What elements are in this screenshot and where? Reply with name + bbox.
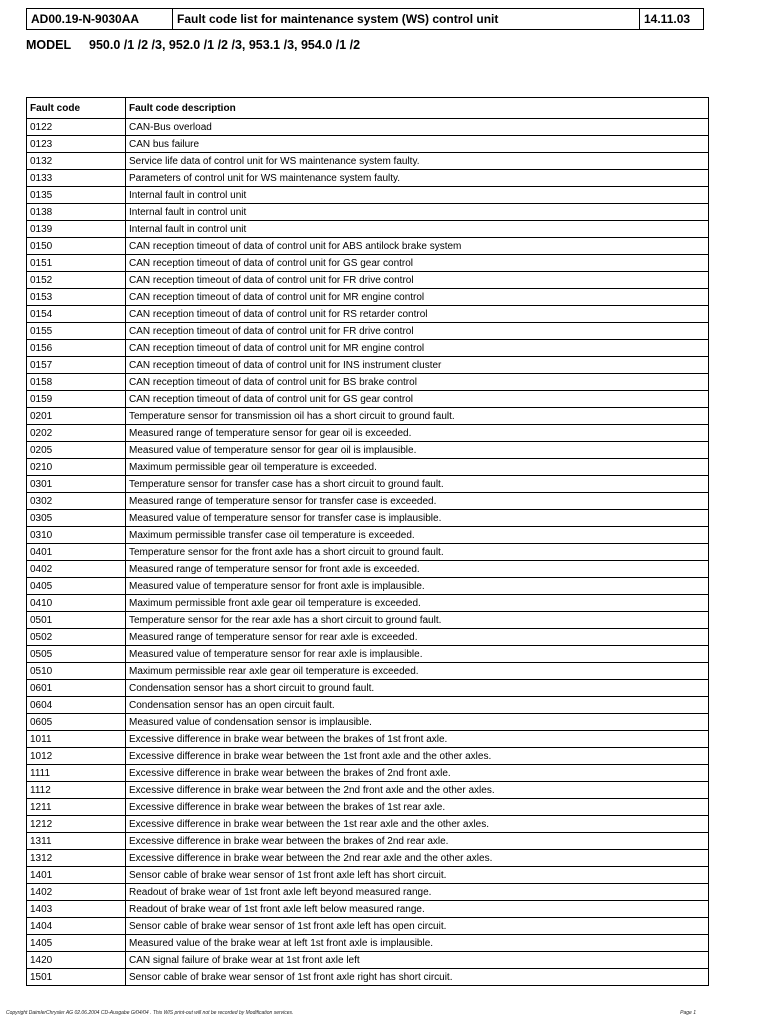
table-row <box>27 238 709 255</box>
table-row <box>27 119 709 136</box>
model-line <box>26 38 360 52</box>
fault-description-cell: CAN signal failure of brake wear at 1st front axle left <box>126 952 709 969</box>
fault-code-cell: 0502 <box>27 629 126 646</box>
fault-description-cell: CAN reception timeout of data of control unit for FR drive control <box>126 272 709 289</box>
table-row <box>27 714 709 731</box>
fault-code-cell: 1312 <box>27 850 126 867</box>
table-row <box>27 918 709 935</box>
fault-description-cell: Measured value of temperature sensor for front axle is implausible. <box>126 578 709 595</box>
table-row <box>27 306 709 323</box>
fault-code-cell: 0604 <box>27 697 126 714</box>
fault-code-cell: 1420 <box>27 952 126 969</box>
fault-code-cell: 0138 <box>27 204 126 221</box>
table-row <box>27 799 709 816</box>
fault-code-cell: 0405 <box>27 578 126 595</box>
fault-description-cell: Maximum permissible rear axle gear oil temperature is exceeded. <box>126 663 709 680</box>
fault-description-cell: Temperature sensor for the rear axle has a short circuit to ground fault. <box>126 612 709 629</box>
table-row <box>27 374 709 391</box>
fault-description-cell: Sensor cable of brake wear sensor of 1st front axle right has short circuit. <box>126 969 709 986</box>
fault-description-cell: Service life data of control unit for WS maintenance system faulty. <box>126 153 709 170</box>
fault-description-cell: Measured value of temperature sensor for gear oil is implausible. <box>126 442 709 459</box>
fault-description-cell: Measured value of condensation sensor is implausible. <box>126 714 709 731</box>
fault-code-cell: 0135 <box>27 187 126 204</box>
fault-code-cell: 0139 <box>27 221 126 238</box>
table-row <box>27 561 709 578</box>
fault-description-cell: CAN reception timeout of data of control unit for GS gear control <box>126 391 709 408</box>
fault-code-cell: 0505 <box>27 646 126 663</box>
table-row <box>27 204 709 221</box>
fault-code-cell: 0601 <box>27 680 126 697</box>
fault-code-cell: 0205 <box>27 442 126 459</box>
fault-code-cell: 0410 <box>27 595 126 612</box>
table-row <box>27 697 709 714</box>
fault-description-cell: Excessive difference in brake wear between the 2nd front axle and the other axles. <box>126 782 709 799</box>
table-row <box>27 782 709 799</box>
table-row <box>27 969 709 986</box>
fault-code-cell: 0156 <box>27 340 126 357</box>
fault-description-cell: Measured value of the brake wear at left 1st front axle is implausible. <box>126 935 709 952</box>
fault-code-cell: 0153 <box>27 289 126 306</box>
column-header-description: Fault code description <box>126 98 709 119</box>
fault-code-cell: 0501 <box>27 612 126 629</box>
table-row <box>27 493 709 510</box>
table-row <box>27 901 709 918</box>
table-row <box>27 663 709 680</box>
fault-code-cell: 0510 <box>27 663 126 680</box>
table-row <box>27 680 709 697</box>
fault-code-cell: 1112 <box>27 782 126 799</box>
fault-code-cell: 0201 <box>27 408 126 425</box>
fault-description-cell: Excessive difference in brake wear between the 1st rear axle and the other axles. <box>126 816 709 833</box>
fault-description-cell: Condensation sensor has a short circuit to ground fault. <box>126 680 709 697</box>
table-row <box>27 391 709 408</box>
fault-description-cell: Internal fault in control unit <box>126 187 709 204</box>
fault-code-cell: 1011 <box>27 731 126 748</box>
fault-code-cell: 1111 <box>27 765 126 782</box>
table-row <box>27 459 709 476</box>
fault-description-cell: CAN-Bus overload <box>126 119 709 136</box>
table-row <box>27 187 709 204</box>
fault-code-cell: 1403 <box>27 901 126 918</box>
fault-code-cell: 0605 <box>27 714 126 731</box>
fault-code-cell: 1401 <box>27 867 126 884</box>
fault-description-cell: Parameters of control unit for WS maintenance system faulty. <box>126 170 709 187</box>
fault-code-cell: 0152 <box>27 272 126 289</box>
model-value: 950.0 /1 /2 /3, 952.0 /1 /2 /3, 953.1 /3, 954.0 /1 /2 <box>89 38 361 52</box>
table-row <box>27 221 709 238</box>
fault-description-cell: Condensation sensor has an open circuit fault. <box>126 697 709 714</box>
fault-description-cell: Maximum permissible transfer case oil temperature is exceeded. <box>126 527 709 544</box>
fault-description-cell: Temperature sensor for the front axle has a short circuit to ground fault. <box>126 544 709 561</box>
table-row <box>27 765 709 782</box>
fault-code-cell: 0210 <box>27 459 126 476</box>
fault-description-cell: Measured range of temperature sensor for transfer case is exceeded. <box>126 493 709 510</box>
fault-description-cell: Maximum permissible gear oil temperature is exceeded. <box>126 459 709 476</box>
table-row <box>27 289 709 306</box>
fault-description-cell: Measured range of temperature sensor for gear oil is exceeded. <box>126 425 709 442</box>
fault-code-cell: 0310 <box>27 527 126 544</box>
fault-description-cell: CAN reception timeout of data of control unit for MR engine control <box>126 289 709 306</box>
fault-description-cell: CAN reception timeout of data of control unit for ABS antilock brake system <box>126 238 709 255</box>
fault-code-cell: 0151 <box>27 255 126 272</box>
table-row <box>27 867 709 884</box>
fault-code-cell: 0401 <box>27 544 126 561</box>
fault-description-cell: CAN reception timeout of data of control unit for INS instrument cluster <box>126 357 709 374</box>
fault-code-cell: 1212 <box>27 816 126 833</box>
fault-code-cell: 0154 <box>27 306 126 323</box>
table-row <box>27 731 709 748</box>
fault-code-cell: 0402 <box>27 561 126 578</box>
fault-code-cell: 0202 <box>27 425 126 442</box>
fault-code-cell: 0133 <box>27 170 126 187</box>
fault-description-cell: Excessive difference in brake wear between the brakes of 1st rear axle. <box>126 799 709 816</box>
table-row <box>27 442 709 459</box>
table-row <box>27 833 709 850</box>
fault-description-cell: CAN reception timeout of data of control unit for FR drive control <box>126 323 709 340</box>
fault-description-cell: Sensor cable of brake wear sensor of 1st front axle left has short circuit. <box>126 867 709 884</box>
fault-description-cell: Excessive difference in brake wear between the brakes of 1st front axle. <box>126 731 709 748</box>
table-row <box>27 510 709 527</box>
table-row <box>27 850 709 867</box>
fault-code-cell: 0159 <box>27 391 126 408</box>
fault-code-cell: 0150 <box>27 238 126 255</box>
table-row <box>27 408 709 425</box>
table-row <box>27 595 709 612</box>
fault-description-cell: Maximum permissible front axle gear oil temperature is exceeded. <box>126 595 709 612</box>
table-row <box>27 935 709 952</box>
fault-description-cell: CAN reception timeout of data of control unit for BS brake control <box>126 374 709 391</box>
table-row <box>27 952 709 969</box>
fault-description-cell: Measured value of temperature sensor for transfer case is implausible. <box>126 510 709 527</box>
fault-description-cell: CAN reception timeout of data of control unit for MR engine control <box>126 340 709 357</box>
fault-code-cell: 1311 <box>27 833 126 850</box>
table-row <box>27 884 709 901</box>
fault-description-cell: Internal fault in control unit <box>126 204 709 221</box>
document-id: AD00.19-N-9030AA <box>27 9 173 30</box>
fault-code-cell: 0123 <box>27 136 126 153</box>
fault-code-cell: 1405 <box>27 935 126 952</box>
table-row <box>27 357 709 374</box>
fault-code-cell: 1501 <box>27 969 126 986</box>
fault-code-cell: 0158 <box>27 374 126 391</box>
fault-description-cell: Excessive difference in brake wear between the 2nd rear axle and the other axles. <box>126 850 709 867</box>
fault-code-cell: 1211 <box>27 799 126 816</box>
document-title: Fault code list for maintenance system (WS) control unit <box>173 9 640 30</box>
fault-code-cell: 1012 <box>27 748 126 765</box>
fault-description-cell: Excessive difference in brake wear between the 1st front axle and the other axles. <box>126 748 709 765</box>
fault-code-cell: 0305 <box>27 510 126 527</box>
fault-description-cell: Excessive difference in brake wear between the brakes of 2nd front axle. <box>126 765 709 782</box>
table-row <box>27 748 709 765</box>
table-row <box>27 476 709 493</box>
table-row <box>27 323 709 340</box>
fault-description-cell: Excessive difference in brake wear between the brakes of 2nd rear axle. <box>126 833 709 850</box>
document-date: 14.11.03 <box>640 9 704 30</box>
table-row <box>27 340 709 357</box>
footer-copyright: Copyright DaimlerChrysler AG 02.06.2004 CD-Ausgabe G/04/04 . This WIS print-out will not be recorded by Modification services. <box>6 1010 294 1016</box>
fault-code-cell: 1404 <box>27 918 126 935</box>
fault-description-cell: Sensor cable of brake wear sensor of 1st front axle left has open circuit. <box>126 918 709 935</box>
table-row <box>27 816 709 833</box>
fault-code-cell: 0302 <box>27 493 126 510</box>
fault-description-cell: CAN bus failure <box>126 136 709 153</box>
table-row <box>27 170 709 187</box>
fault-description-cell: Measured range of temperature sensor for front axle is exceeded. <box>126 561 709 578</box>
table-row <box>27 612 709 629</box>
fault-code-cell: 0301 <box>27 476 126 493</box>
fault-code-cell: 0132 <box>27 153 126 170</box>
fault-description-cell: CAN reception timeout of data of control unit for RS retarder control <box>126 306 709 323</box>
table-row <box>27 527 709 544</box>
fault-code-table <box>26 97 709 986</box>
table-row <box>27 578 709 595</box>
table-row <box>27 425 709 442</box>
fault-code-cell: 0122 <box>27 119 126 136</box>
table-row <box>27 646 709 663</box>
fault-description-cell: CAN reception timeout of data of control unit for GS gear control <box>126 255 709 272</box>
fault-description-cell: Temperature sensor for transfer case has a short circuit to ground fault. <box>126 476 709 493</box>
table-row <box>27 255 709 272</box>
column-header-fault-code: Fault code <box>27 98 126 119</box>
fault-code-cell: 0155 <box>27 323 126 340</box>
document-header <box>26 8 704 30</box>
footer-page-number: Page 1 <box>680 1010 696 1016</box>
fault-description-cell: Readout of brake wear of 1st front axle left beyond measured range. <box>126 884 709 901</box>
table-row <box>27 272 709 289</box>
fault-description-cell: Internal fault in control unit <box>126 221 709 238</box>
table-row <box>27 544 709 561</box>
fault-code-cell: 1402 <box>27 884 126 901</box>
table-row <box>27 136 709 153</box>
fault-description-cell: Temperature sensor for transmission oil has a short circuit to ground fault. <box>126 408 709 425</box>
model-label: MODEL <box>26 38 72 52</box>
table-header-row <box>27 98 709 119</box>
fault-description-cell: Measured value of temperature sensor for rear axle is implausible. <box>126 646 709 663</box>
fault-description-cell: Measured range of temperature sensor for rear axle is exceeded. <box>126 629 709 646</box>
fault-code-rows <box>27 119 709 986</box>
table-row <box>27 153 709 170</box>
fault-description-cell: Readout of brake wear of 1st front axle left below measured range. <box>126 901 709 918</box>
table-row <box>27 629 709 646</box>
fault-code-cell: 0157 <box>27 357 126 374</box>
